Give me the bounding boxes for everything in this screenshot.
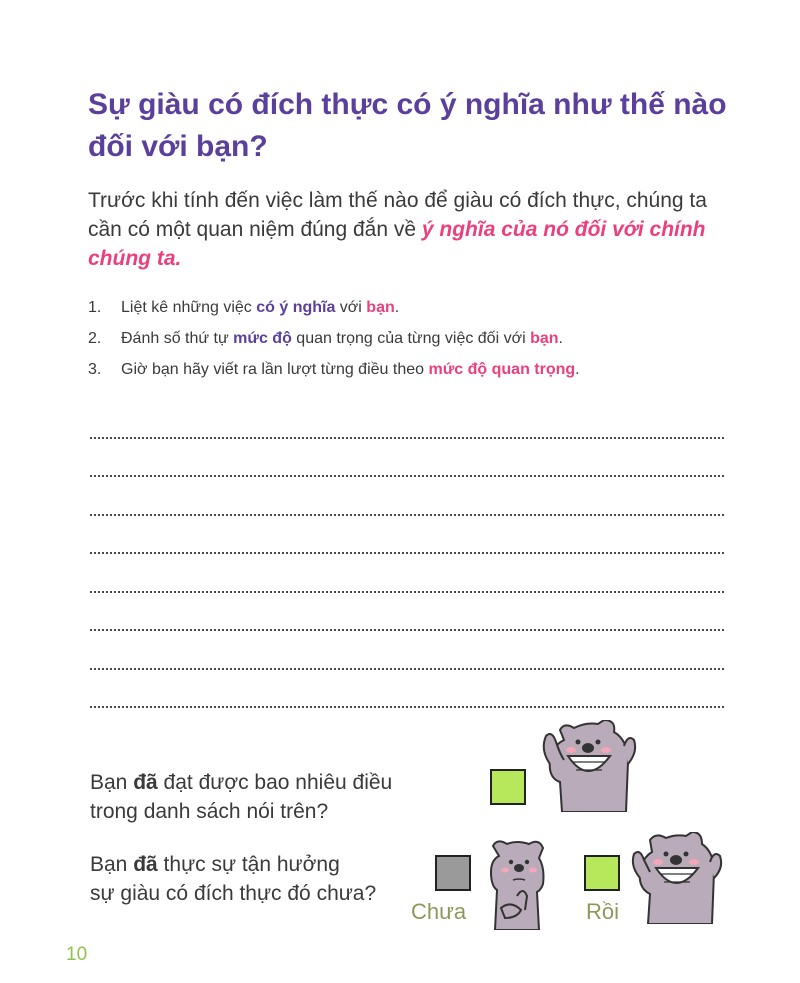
question-text: đạt được bao nhiêu điều [157, 771, 393, 794]
question-text: Bạn [90, 771, 134, 794]
question-text: sự giàu có đích thực đó chưa? [90, 882, 377, 905]
step-number: 1. [88, 299, 102, 316]
happy-koala-icon [628, 832, 724, 924]
step-text [121, 292, 399, 323]
question-text: Bạn [90, 853, 134, 876]
writing-line[interactable] [90, 593, 724, 632]
step-text-part: . [394, 299, 400, 316]
title-line-1: Sự giàu có đích thực có ý nghĩa như thế nào [88, 88, 727, 121]
steps-list [88, 292, 728, 385]
page-number: 10 [66, 944, 88, 965]
question-2 [90, 850, 376, 908]
step-highlight: bạn [530, 330, 559, 347]
step-number: 2. [88, 330, 102, 347]
step-text-part: . [558, 330, 563, 347]
question-text: thực sự tận hưởng [157, 853, 340, 876]
title-line-2: đối với bạn? [88, 130, 268, 163]
step-text-part: quan trọng của từng việc đối với [291, 330, 531, 347]
writing-line[interactable] [90, 477, 724, 516]
step-item [88, 323, 728, 354]
yes-checkbox[interactable] [584, 855, 620, 891]
happy-koala-icon [540, 720, 640, 812]
answer-no-label: Chưa [411, 899, 467, 924]
step-text-part: Đánh số thứ tự [121, 330, 234, 347]
writing-line[interactable] [90, 670, 724, 709]
writing-line[interactable] [90, 400, 724, 439]
writing-line[interactable] [90, 631, 724, 670]
question-1 [90, 768, 392, 826]
step-text-part: với [335, 299, 367, 316]
step-emphasis: có ý nghĩa [256, 299, 336, 316]
page-title [88, 84, 728, 168]
writing-line[interactable] [90, 439, 724, 478]
writing-line[interactable] [90, 516, 724, 555]
question-emphasis: đã [133, 771, 158, 794]
step-text [121, 354, 580, 385]
step-text [121, 323, 563, 354]
thinking-koala-icon [487, 838, 549, 930]
step-item [88, 292, 728, 323]
step-text-part: Giờ bạn hãy viết ra lần lượt từng điều theo [121, 361, 429, 378]
answer-yes-label: Rồi [586, 899, 620, 924]
step-text-part: . [575, 361, 580, 378]
step-highlight: bạn [366, 299, 395, 316]
step-highlight: mức độ quan trọng [428, 361, 576, 378]
step-item [88, 354, 728, 385]
intro-text: Trước khi tính đến việc làm thế nào để giàu có đích thực, chúng ta cần có một quan niệm đúng đắn về [88, 189, 707, 241]
no-checkbox[interactable] [435, 855, 471, 891]
intro-highlight: ý nghĩa của nó đối với chính chúng ta. [88, 218, 706, 270]
question-emphasis: đã [133, 853, 158, 876]
step-text-part: Liệt kê những việc [121, 299, 257, 316]
writing-lines [90, 400, 724, 708]
question-text: trong danh sách nói trên? [90, 800, 329, 823]
intro-paragraph [88, 186, 728, 273]
step-number: 3. [88, 361, 102, 378]
count-answer-box[interactable] [490, 769, 526, 805]
step-emphasis: mức độ [233, 330, 292, 347]
writing-line[interactable] [90, 554, 724, 593]
